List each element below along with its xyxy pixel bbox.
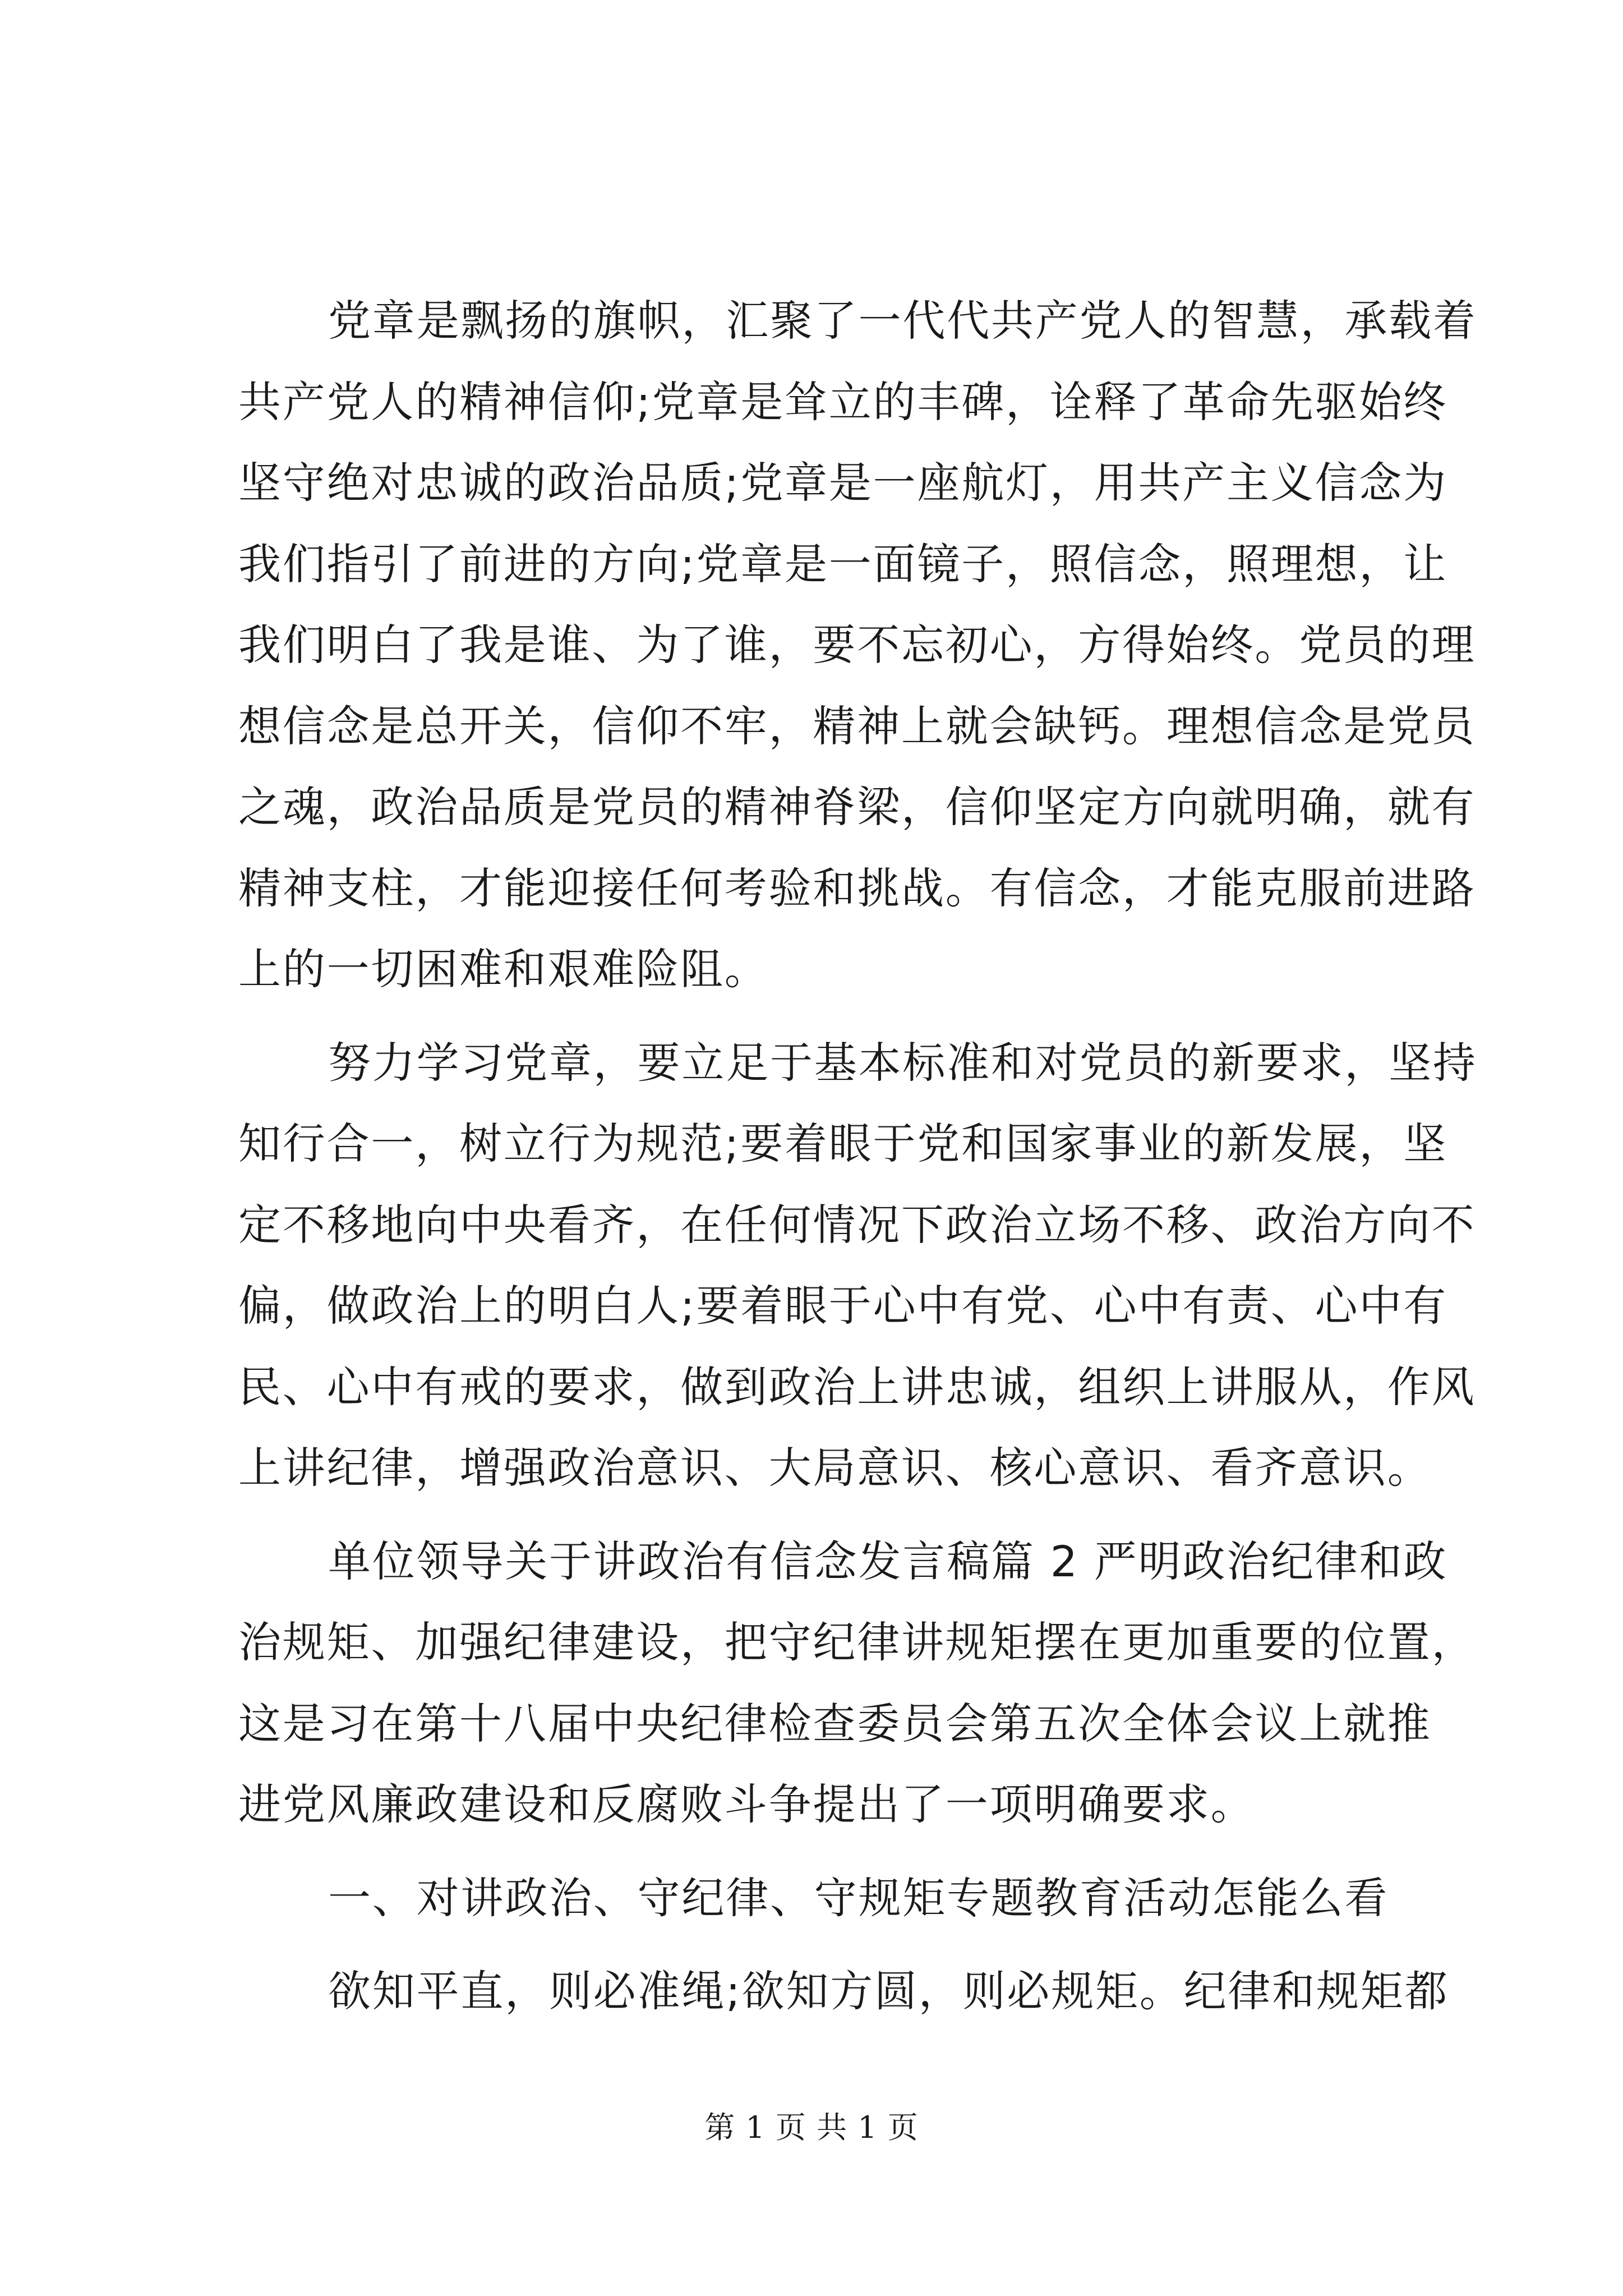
text-line: 治规矩、加强纪律建设，把守纪律讲规矩摆在更加重要的位置， (238, 1617, 1476, 1667)
paragraph (238, 1951, 1449, 2032)
text-line: 这是习在第十八届中央纪律检查委员会第五次全体会议上就推 (238, 1698, 1432, 1749)
text-line: 上讲纪律，增强政治意识、大局意识、核心意识、看齐意识。 (238, 1443, 1432, 1493)
section-heading (238, 1858, 1433, 1939)
document-body (238, 280, 1477, 2032)
text-line: 党章是飘扬的旗帜，汇聚了一代代共产党人的智慧，承载着 (328, 296, 1477, 346)
paragraph (238, 280, 1477, 1010)
paragraph (238, 1521, 1476, 1846)
text-line: 共产党人的精神信仰;党章是耸立的丰碑，诠释了革命先驱始终 (238, 376, 1448, 427)
text-line: 单位领导关于讲政治有信念发言稿篇 2 严明政治纪律和政 (328, 1536, 1448, 1586)
text-line: 进党风廉政建设和反腐败斗争提出了一项明确要求。 (238, 1779, 1255, 1829)
text-line: 之魂，政治品质是党员的精神脊梁，信仰坚定方向就明确，就有 (238, 782, 1476, 832)
text-line: 我们明白了我是谁、为了谁，要不忘初心，方得始终。党员的理 (238, 620, 1476, 670)
text-line: 知行合一，树立行为规范;要着眼于党和国家事业的新发展，坚 (238, 1119, 1448, 1168)
text-line: 努力学习党章，要立足于基本标准和对党员的新要求，坚持 (328, 1037, 1477, 1088)
text-line: 精神支柱，才能迎接任何考验和挑战。有信念，才能克服前进路 (238, 863, 1476, 913)
text-line: 民、心中有戒的要求，做到政治上讲忠诚，组织上讲服从，作风 (238, 1361, 1476, 1412)
text-line: 欲知平直，则必准绳;欲知方圆，则必规矩。纪律和规矩都 (328, 1966, 1449, 2016)
text-line: 坚守绝对忠诚的政治品质;党章是一座航灯，用共产主义信念为 (238, 458, 1448, 508)
text-line: 定不移地向中央看齐，在任何情况下政治立场不移、政治方向不 (238, 1199, 1476, 1250)
text-line: 一、对讲政治、守纪律、守规矩专题教育活动怎能么看 (328, 1872, 1389, 1923)
text-line: 上的一切困难和艰难险阻。 (238, 944, 769, 994)
text-line: 偏，做政治上的明白人;要着眼于心中有党、心中有责、心中有 (238, 1281, 1448, 1331)
text-line: 想信念是总开关，信仰不牢，精神上就会缺钙。理想信念是党员 (238, 701, 1476, 751)
page-number-footer: 第 1 页 共 1 页 (704, 2110, 919, 2145)
text-line: 我们指引了前进的方向;党章是一面镜子，照信念，照理想，让 (238, 539, 1448, 589)
paragraph (238, 1023, 1477, 1509)
